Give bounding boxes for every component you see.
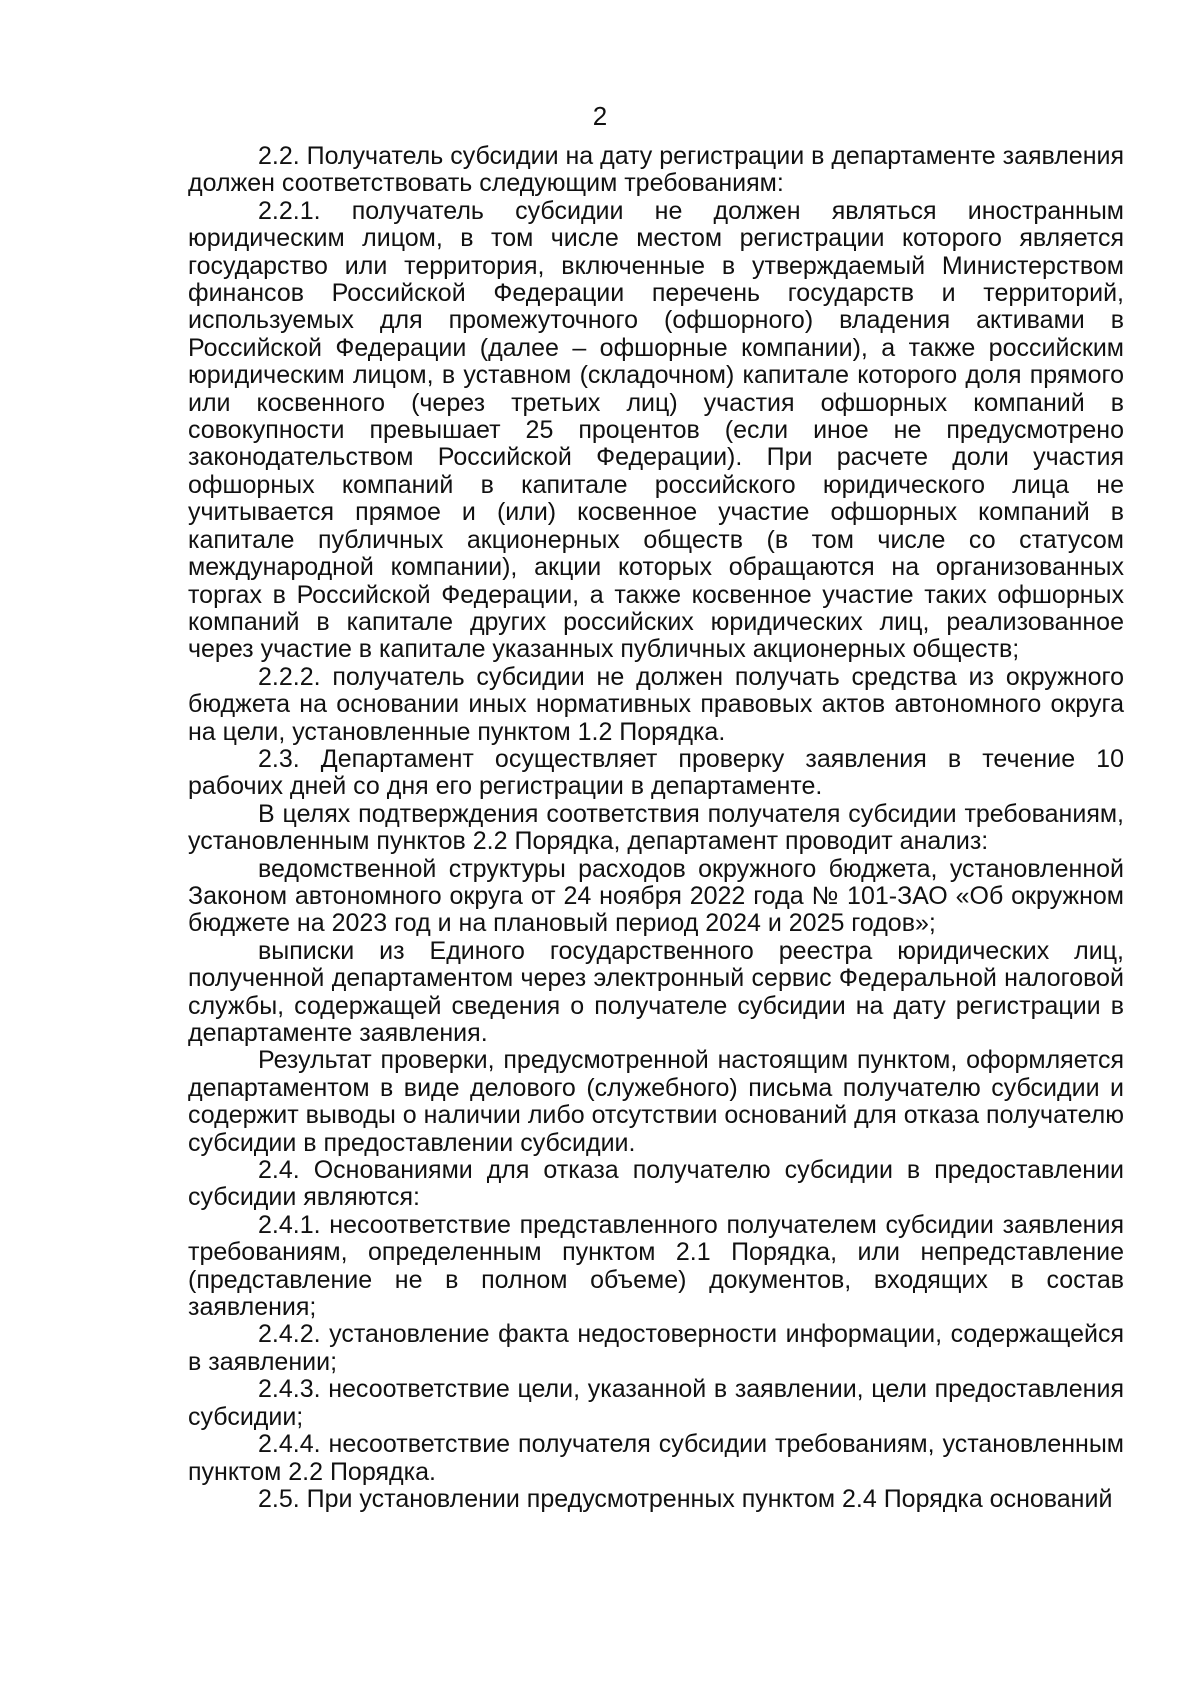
paragraph-2-3: 2.3. Департамент осуществляет проверку заявления в течение 10 рабочих дней со дня его регистрации в департаменте.: [188, 744, 1124, 801]
paragraph-2-4-3: 2.4.3. несоответствие цели, указанной в заявлении, цели предоставления субсидии;: [188, 1375, 1124, 1431]
paragraph-2-4-2: 2.4.2. установление факта недостоверности информации, содержащейся в заявлении;: [188, 1320, 1124, 1376]
paragraph-2-2-1: 2.2.1. получатель субсидии не должен являться иностранным юридическим лицом, в том числе местом регистрации которого является государство или территория, включенные в утверждаемый Министерством финансов Российской Федерации перечень государств и территорий, используемых для промежуточного (офшорного) владения активами в Российской Федерации (далее – офшорные компании), а также российским юридическим лицом, в уставном (складочном) капитале которого доля прямого или косвенного (через третьих лиц) участия офшорных компаний в совокупности превышает 25 процентов (если иное не предусмотрено законодательством Российской Федерации). При расчете доли участия офшорных компаний в капитале российского юридического лица не учитывается прямое и (или) косвенное участие офшорных компаний в капитале публичных акционерных обществ (в том числе со статусом международной компании), акции которых обращаются на организованных торгах в Российской Федерации, а также косвенное участие таких офшорных компаний в капитале других российских юридических лиц, реализованное через участие в капитале указанных публичных акционерных обществ;: [188, 196, 1124, 664]
paragraph-2-2: 2.2. Получатель субсидии на дату регистрации в департаменте заявления должен соответствовать следующим требованиям:: [188, 142, 1125, 198]
paragraph-2-4-4: 2.4.4. несоответствие получателя субсидии требованиям, установленным пунктом 2.2 Порядка.: [188, 1430, 1124, 1486]
paragraph-egrul-extract: выписки из Единого государственного реестра юридических лиц, полученной департаментом через электронный сервис Федеральной налоговой службы, содержащей сведения о получателе субсидии на дату регистрации в департаменте заявления.: [188, 936, 1124, 1047]
page-number: 2: [592, 101, 608, 131]
paragraph-verification-purpose: В целях подтверждения соответствия получателя субсидии требованиям, установленным пунктов 2.2 Порядка, департамент проводит анализ:: [188, 799, 1124, 856]
document-body: [188, 143, 1124, 1513]
paragraph-budget-structure: ведомственной структуры расходов окружного бюджета, установленной Законом автономного округа от 24 ноября 2022 года № 101-ЗАО «Об окружном бюджете на 2023 год и на плановый период 2024 и 2025 годов»;: [188, 854, 1124, 938]
paragraph-2-4: 2.4. Основаниями для отказа получателю субсидии в предоставлении субсидии являются:: [188, 1156, 1124, 1212]
paragraph-2-5: 2.5. При установлении предусмотренных пунктом 2.4 Порядка оснований: [258, 1484, 1113, 1513]
paragraph-verification-result: Результат проверки, предусмотренной настоящим пунктом, оформляется департаментом в виде делового (служебного) письма получателю субсидии и содержит выводы о наличии либо отсутствии оснований для отказа получателю субсидии в предоставлении субсидии.: [188, 1046, 1124, 1157]
paragraph-2-2-2: 2.2.2. получатель субсидии не должен получать средства из окружного бюджета на основании иных нормативных правовых актов автономного округа на цели, установленные пунктом 1.2 Порядка.: [188, 662, 1124, 746]
paragraph-2-4-1: 2.4.1. несоответствие представленного получателем субсидии заявления требованиям, определенным пунктом 2.1 Порядка, или непредставление (представление не в полном объеме) документов, входящих в состав заявления;: [188, 1210, 1124, 1322]
